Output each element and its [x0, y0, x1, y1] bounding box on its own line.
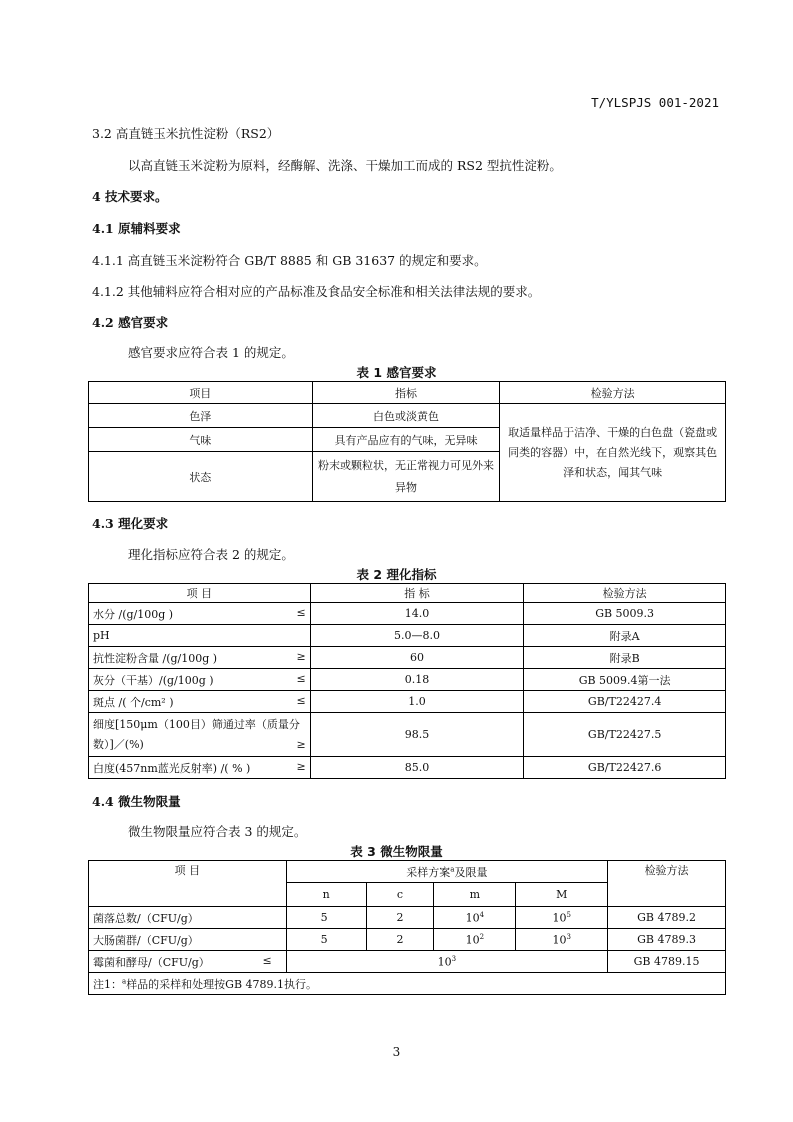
- table-cell: GB/T22427.6: [524, 757, 726, 779]
- table-header: 采样方案$^a$及限量: [286, 861, 607, 883]
- table-cell: 2: [366, 907, 434, 929]
- table-cell: 菌落总数/（CFU/g）: [89, 907, 287, 929]
- section-3-2-title: 3.2 高直链玉米抗性淀粉（RS2）: [92, 126, 280, 141]
- table-cell: pH: [89, 625, 311, 647]
- sensory-method: 取适量样品于洁净、干燥的白色盘（瓷盘或同类的容器）中，在自然光线下，观察其色泽和状态，闻其气味: [500, 404, 726, 502]
- table-cell: GB 4789.15: [608, 951, 726, 973]
- table-cell: 85.0: [310, 757, 524, 779]
- table-2-caption: 表 2 理化指标: [356, 567, 437, 582]
- table-row: [89, 669, 726, 691]
- table-cell: 1.0: [310, 691, 524, 713]
- table-cell: 气味: [89, 428, 313, 452]
- table-cell: 细度[150μm（100目）筛通过率（质量分数）]／(%) ≥: [89, 713, 311, 757]
- table-cell: $10^3$: [516, 929, 608, 951]
- table-cell: 5: [286, 907, 366, 929]
- standard-code: T/YLSPJS 001-2021: [591, 95, 719, 110]
- table-cell: GB/T22427.4: [524, 691, 726, 713]
- table-1-caption: 表 1 感官要求: [356, 365, 437, 380]
- table-row: [89, 757, 726, 779]
- section-4-1-1: 4.1.1 高直链玉米淀粉符合 GB/T 8885 和 GB 31637 的规定和要求。: [92, 253, 487, 268]
- table-cell: 粉末或颗粒状，无正常视力可见外来异物: [312, 452, 500, 502]
- table-header: 项 目: [89, 584, 311, 603]
- table-cell: 5: [286, 929, 366, 951]
- table-subheader: c: [366, 883, 434, 907]
- table-row: [89, 603, 726, 625]
- table-cell: 2: [366, 929, 434, 951]
- table-cell: 霉菌和酵母/（CFU/g） ≤: [89, 951, 287, 973]
- table-header: 指 标: [310, 584, 524, 603]
- table-cell: GB 4789.2: [608, 907, 726, 929]
- section-3-2-body: 以高直链玉米淀粉为原料，经酶解、洗涤、干燥加工而成的 RS2 型抗性淀粉。: [128, 158, 562, 173]
- table-header: 项目: [89, 382, 313, 404]
- table-cell: $10^3$: [286, 951, 607, 973]
- table-header: 检验方法: [608, 861, 726, 907]
- table-cell: $10^4$: [434, 907, 516, 929]
- table-header: 指标: [312, 382, 500, 404]
- table-cell: 斑点 /( 个/cm² ) ≤: [89, 691, 311, 713]
- table-row: [89, 647, 726, 669]
- table-row: [89, 691, 726, 713]
- table-cell: $10^5$: [516, 907, 608, 929]
- section-4-title: 4 技术要求。: [92, 189, 168, 204]
- section-4-1-title: 4.1 原辅料要求: [92, 221, 181, 236]
- section-4-4-body: 微生物限量应符合表 3 的规定。: [128, 824, 307, 839]
- table-cell: 0.18: [310, 669, 524, 691]
- table-row: [89, 929, 726, 951]
- table-cell: 大肠菌群/（CFU/g）: [89, 929, 287, 951]
- table-cell: GB 5009.3: [524, 603, 726, 625]
- table-cell: 98.5: [310, 713, 524, 757]
- table-cell: 14.0: [310, 603, 524, 625]
- section-4-2-title: 4.2 感官要求: [92, 315, 169, 330]
- section-4-4-title: 4.4 微生物限量: [92, 794, 181, 809]
- sensory-table: [88, 381, 726, 502]
- table-cell: 5.0—8.0: [310, 625, 524, 647]
- section-4-1-2: 4.1.2 其他辅料应符合相对应的产品标准及食品安全标准和相关法律法规的要求。: [92, 284, 541, 299]
- table-row: [89, 907, 726, 929]
- physicochemical-table: [88, 583, 726, 779]
- table-3-caption: 表 3 微生物限量: [350, 844, 443, 859]
- table-subheader: n: [286, 883, 366, 907]
- table-header: 检验方法: [524, 584, 726, 603]
- table-cell: GB 4789.3: [608, 929, 726, 951]
- table-cell: 抗性淀粉含量 /(g/100g ) ≥: [89, 647, 311, 669]
- table-cell: 白度(457nm蓝光反射率) /( % ) ≥: [89, 757, 311, 779]
- table-note: 注1：$^a$样品的采样和处理按GB 4789.1执行。: [89, 973, 726, 995]
- table-cell: 色泽: [89, 404, 313, 428]
- table-cell: 状态: [89, 452, 313, 502]
- section-4-3-title: 4.3 理化要求: [92, 516, 169, 531]
- section-4-2-body: 感官要求应符合表 1 的规定。: [128, 345, 294, 360]
- table-row: [89, 625, 726, 647]
- table-subheader: M: [516, 883, 608, 907]
- table-cell: 灰分（干基）/(g/100g ) ≤: [89, 669, 311, 691]
- table-header: 项 目: [89, 861, 287, 907]
- table-cell: 附录B: [524, 647, 726, 669]
- section-4-3-body: 理化指标应符合表 2 的规定。: [128, 547, 294, 562]
- table-row: [89, 713, 726, 757]
- microbial-table: [88, 860, 726, 995]
- table-cell: GB 5009.4第一法: [524, 669, 726, 691]
- table-subheader: m: [434, 883, 516, 907]
- table-header: 检验方法: [500, 382, 726, 404]
- table-cell: 白色或淡黄色: [312, 404, 500, 428]
- table-row: [89, 951, 726, 973]
- table-cell: 60: [310, 647, 524, 669]
- table-cell: 附录A: [524, 625, 726, 647]
- table-cell: $10^2$: [434, 929, 516, 951]
- table-cell: 水分 /(g/100g ) ≤: [89, 603, 311, 625]
- page-number: 3: [392, 1045, 401, 1059]
- table-cell: 具有产品应有的气味，无异味: [312, 428, 500, 452]
- table-cell: GB/T22427.5: [524, 713, 726, 757]
